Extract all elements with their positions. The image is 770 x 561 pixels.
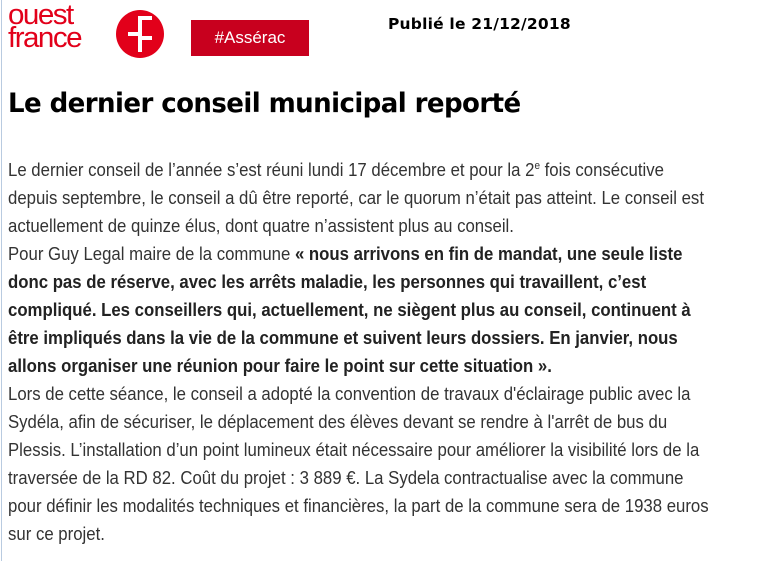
logo-word-ouest: ouest (8, 0, 73, 31)
article-line (8, 352, 760, 380)
article-line (8, 380, 760, 408)
article-text: sur ce projet. (8, 523, 105, 544)
article-line (8, 324, 760, 352)
article-text: pour définir les modalités techniques et financières, la part de la commune sera de 1938 euros (8, 495, 709, 516)
quote-text: « nous arrivons en fin de mandat, une seule liste (294, 243, 683, 264)
article-text: fois consécutive (539, 159, 664, 180)
article-text: Plessis. L’installation d’un point lumineux était nécessaire pour améliorer la visibilité lors de la (8, 439, 700, 460)
logo-wordmark (8, 0, 82, 54)
article-text: Sydéla, afin de sécuriser, le déplacement des élèves devant se rendre à l'arrêt de bus du (8, 411, 668, 432)
left-border-line (1, 0, 2, 561)
article-body (8, 156, 760, 548)
publication-date: Publié le 21/12/2018 (388, 15, 571, 33)
article-line (8, 240, 760, 268)
article-text: actuellement de quinze élus, dont quatre n’assistent plus au conseil. (8, 215, 514, 236)
article-line (8, 296, 760, 324)
quote-text: compliqué. Les conseillers qui, actuellement, ne siègent plus au conseil, continuent à (8, 299, 691, 320)
ouest-france-logo[interactable] (8, 0, 168, 60)
article-title: Le dernier conseil municipal reporté (8, 88, 521, 119)
logo-word-france: france (8, 22, 82, 54)
article-line (8, 464, 760, 492)
article-line (8, 268, 760, 296)
article-text: Le dernier conseil de l’année s’est réuni lundi 17 décembre et pour la 2 (8, 159, 535, 180)
article-line (8, 408, 760, 436)
article-text: Pour Guy Legal maire de la commune (8, 243, 295, 264)
quote-text: donc pas de réserve, avec les arrêts maladie, les personnes qui travaillent, c’est (8, 271, 647, 292)
article-text: depuis septembre, le conseil a dû être reporté, car le quorum n’était pas atteint. Le conseil est (8, 187, 704, 208)
quote-text: être impliqués dans la vie de la commune et suivent leurs dossiers. En janvier, nous (8, 327, 678, 348)
article-text: Lors de cette séance, le conseil a adopté la convention de travaux d'éclairage public avec la (8, 383, 691, 404)
article-line (8, 436, 760, 464)
quote-text: allons organiser une réunion pour faire le point sur cette situation ». (8, 355, 552, 376)
article-line (8, 184, 760, 212)
article-line (8, 212, 760, 240)
location-tag-button[interactable]: #Assérac (191, 20, 309, 56)
article-text: traversée de la RD 82. Coût du projet : 3 889 €. La Sydela contractualise avec la commune (8, 467, 684, 488)
article-line (8, 520, 760, 548)
article-line (8, 492, 760, 520)
article-line (8, 156, 760, 184)
ordinal-superscript: e (534, 160, 540, 172)
ouest-france-emblem-icon (116, 10, 164, 58)
